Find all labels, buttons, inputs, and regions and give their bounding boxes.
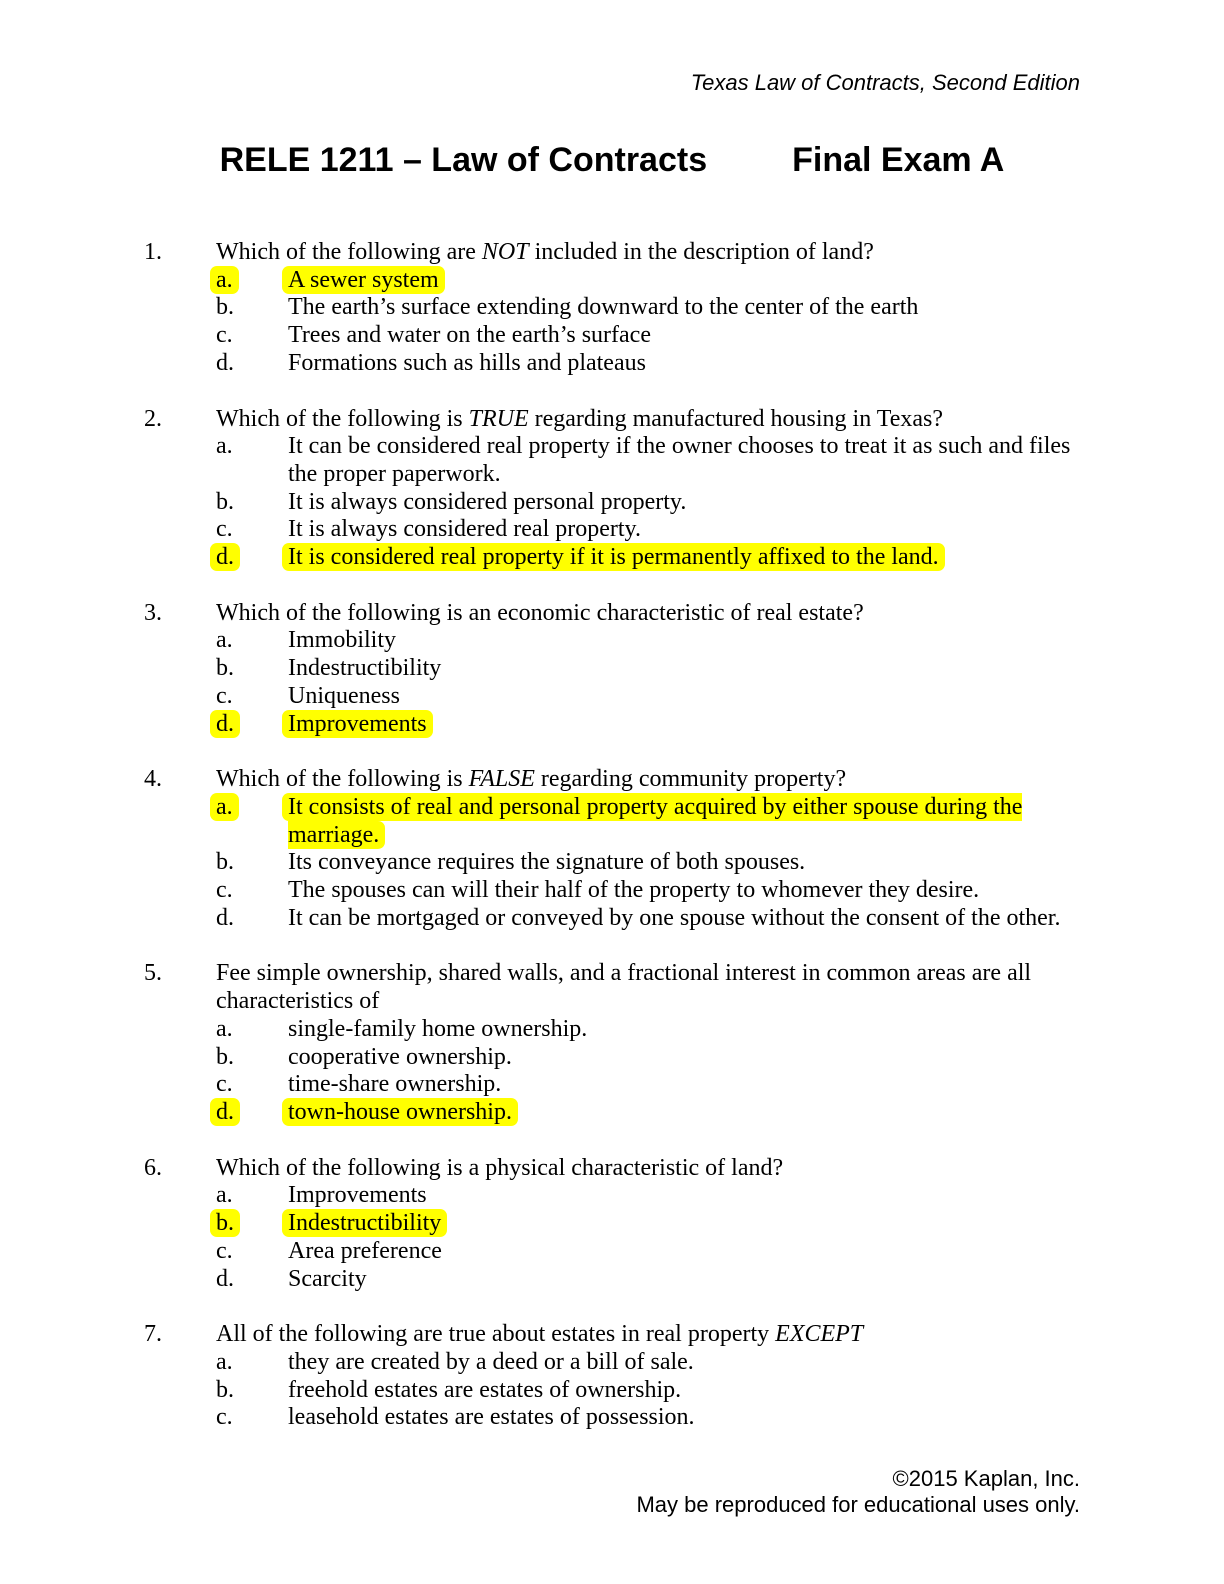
option-text bbox=[288, 1404, 1080, 1432]
option-row bbox=[144, 1404, 1080, 1432]
question-number: 5. bbox=[144, 960, 162, 987]
option-text-content: freehold estates are estates of ownership. bbox=[288, 1376, 682, 1403]
question-stem bbox=[216, 766, 1080, 794]
option-letter bbox=[216, 1349, 288, 1377]
option-text-content: single-family home ownership. bbox=[288, 1015, 588, 1042]
question-number: 2. bbox=[144, 405, 162, 432]
question-number: 4. bbox=[144, 766, 162, 793]
stem-emphasis: TRUE bbox=[468, 405, 529, 432]
option-row bbox=[144, 1238, 1080, 1266]
option-letter bbox=[216, 1016, 288, 1044]
option-row bbox=[144, 877, 1080, 905]
page-title bbox=[144, 141, 1080, 179]
option-text bbox=[288, 683, 1080, 711]
option-letter-text: d. bbox=[210, 543, 240, 571]
option-text-content: It can be considered real property if the owner chooses to treat it as such and files the proper paperwork. bbox=[288, 433, 1071, 487]
stem-emphasis: EXCEPT bbox=[775, 1321, 864, 1348]
option-row bbox=[144, 905, 1080, 933]
option-letter-text: c. bbox=[216, 322, 233, 349]
question-row bbox=[144, 766, 1080, 794]
option-text bbox=[288, 711, 1080, 739]
option-text bbox=[288, 1238, 1080, 1266]
option-letter-text: c. bbox=[216, 1404, 233, 1431]
option-text-content: It is always considered real property. bbox=[288, 516, 641, 543]
copyright-text: ©2015 Kaplan, Inc. bbox=[892, 1466, 1080, 1491]
option-text bbox=[288, 544, 1080, 572]
question-row bbox=[144, 600, 1080, 628]
option-row bbox=[144, 1182, 1080, 1210]
option-row bbox=[144, 655, 1080, 683]
question-number: 7. bbox=[144, 1321, 162, 1348]
page-header bbox=[144, 70, 1080, 95]
option-row bbox=[144, 627, 1080, 655]
option-text-content: Immobility bbox=[288, 627, 396, 654]
option-text-content: leasehold estates are estates of possession. bbox=[288, 1404, 695, 1431]
option-row bbox=[144, 350, 1080, 378]
option-text-content: Area preference bbox=[288, 1237, 442, 1264]
option-text-content: Improvements bbox=[282, 710, 433, 738]
option-text bbox=[288, 489, 1080, 517]
option-text-content: The spouses can will their half of the property to whomever they desire. bbox=[288, 877, 980, 904]
question-stem bbox=[216, 1155, 1080, 1183]
option-letter-text: b. bbox=[216, 1376, 234, 1403]
question-stem bbox=[216, 600, 1080, 628]
question-stem bbox=[216, 960, 1080, 1015]
question bbox=[144, 1155, 1080, 1294]
stem-emphasis: NOT bbox=[481, 239, 529, 265]
option-letter bbox=[216, 1099, 288, 1127]
option-text bbox=[288, 849, 1080, 877]
option-text bbox=[288, 1266, 1080, 1294]
option-letter-text: b. bbox=[216, 294, 234, 321]
option-letter bbox=[216, 849, 288, 877]
stem-text: included in the description of land? bbox=[528, 239, 874, 265]
option-row bbox=[144, 1377, 1080, 1405]
option-letter bbox=[216, 655, 288, 683]
page-footer bbox=[144, 1466, 1080, 1518]
option-letter-text: a. bbox=[216, 627, 233, 654]
option-letter-text: c. bbox=[216, 516, 233, 543]
option-row bbox=[144, 489, 1080, 517]
option-text-content: time-share ownership. bbox=[288, 1071, 502, 1098]
option-letter-text: b. bbox=[216, 655, 234, 682]
option-letter bbox=[216, 322, 288, 350]
option-letter-text: c. bbox=[216, 1237, 233, 1264]
exam-body bbox=[144, 239, 1080, 1460]
question bbox=[144, 406, 1080, 572]
option-text-content: Trees and water on the earth’s surface bbox=[288, 322, 651, 349]
option-letter bbox=[216, 267, 288, 295]
question-row bbox=[144, 1321, 1080, 1349]
option-text-content: The earth’s surface extending downward to the center of the earth bbox=[288, 294, 919, 321]
option-letter bbox=[216, 683, 288, 711]
question-stem bbox=[216, 239, 1080, 267]
option-letter bbox=[216, 1238, 288, 1266]
stem-text: Which of the following is bbox=[216, 405, 469, 432]
option-text-content: It is considered real property if it is permanently affixed to the land. bbox=[282, 543, 945, 571]
option-letter bbox=[216, 1377, 288, 1405]
option-letter bbox=[216, 489, 288, 517]
option-text-content: Improvements bbox=[288, 1182, 427, 1209]
option-text bbox=[288, 1044, 1080, 1072]
option-letter bbox=[216, 711, 288, 739]
question-row bbox=[144, 406, 1080, 434]
option-letter bbox=[216, 794, 288, 849]
option-letter bbox=[216, 544, 288, 572]
option-letter-text: b. bbox=[216, 849, 234, 876]
option-row bbox=[144, 322, 1080, 350]
option-letter-text: a. bbox=[210, 266, 239, 294]
option-letter-text: b. bbox=[210, 1209, 240, 1237]
question-stem bbox=[216, 1321, 1080, 1349]
option-text bbox=[288, 516, 1080, 544]
option-letter bbox=[216, 350, 288, 378]
option-letter-text: d. bbox=[216, 904, 234, 931]
option-text bbox=[288, 267, 1080, 295]
option-letter bbox=[216, 433, 288, 488]
option-text-content: Its conveyance requires the signature of both spouses. bbox=[288, 849, 806, 876]
option-letter-text: c. bbox=[216, 682, 233, 709]
option-text bbox=[288, 794, 1080, 849]
option-letter bbox=[216, 1210, 288, 1238]
reproduction-note: May be reproduced for educational uses only. bbox=[636, 1492, 1080, 1517]
option-letter bbox=[216, 877, 288, 905]
option-text-content: It consists of real and personal property acquired by either spouse during the marriage. bbox=[282, 793, 1022, 849]
option-text bbox=[288, 1349, 1080, 1377]
option-text-content: Uniqueness bbox=[288, 682, 400, 709]
option-letter bbox=[216, 1182, 288, 1210]
option-letter bbox=[216, 1404, 288, 1432]
option-row bbox=[144, 1071, 1080, 1099]
question-stem bbox=[216, 406, 1080, 434]
option-text bbox=[288, 1377, 1080, 1405]
option-text bbox=[288, 1071, 1080, 1099]
option-text bbox=[288, 905, 1080, 933]
option-letter-text: a. bbox=[216, 1015, 233, 1042]
stem-text: Fee simple ownership, shared walls, and a fractional interest in common areas are all characteristics of bbox=[216, 960, 1032, 1015]
option-letter bbox=[216, 1266, 288, 1294]
option-letter bbox=[216, 627, 288, 655]
question bbox=[144, 239, 1080, 378]
option-letter-text: b. bbox=[216, 488, 234, 515]
option-letter bbox=[216, 1044, 288, 1072]
option-text bbox=[288, 350, 1080, 378]
stem-text: Which of the following is an economic characteristic of real estate? bbox=[216, 599, 864, 626]
option-row bbox=[144, 1349, 1080, 1377]
option-letter bbox=[216, 905, 288, 933]
stem-text: Which of the following is a physical characteristic of land? bbox=[216, 1154, 784, 1181]
option-text-content: cooperative ownership. bbox=[288, 1043, 512, 1070]
option-letter-text: a. bbox=[216, 1182, 233, 1209]
option-text bbox=[288, 1182, 1080, 1210]
option-row bbox=[144, 1266, 1080, 1294]
option-letter-text: c. bbox=[216, 1071, 233, 1098]
question bbox=[144, 960, 1080, 1126]
option-text bbox=[288, 1016, 1080, 1044]
question-number: 3. bbox=[144, 599, 162, 626]
option-text-content: It is always considered personal property. bbox=[288, 488, 687, 515]
question-row bbox=[144, 1155, 1080, 1183]
option-text-content: Indestructibility bbox=[288, 655, 442, 682]
option-text bbox=[288, 1210, 1080, 1238]
option-text bbox=[288, 655, 1080, 683]
option-letter bbox=[216, 1071, 288, 1099]
option-text-content: It can be mortgaged or conveyed by one spouse without the consent of the other. bbox=[288, 904, 1061, 931]
option-letter-text: a. bbox=[216, 433, 233, 460]
option-row bbox=[144, 1016, 1080, 1044]
option-row bbox=[144, 683, 1080, 711]
option-letter-text: d. bbox=[210, 710, 240, 738]
option-text bbox=[288, 1099, 1080, 1127]
option-row bbox=[144, 294, 1080, 322]
stem-text: regarding community property? bbox=[534, 766, 847, 793]
option-row bbox=[144, 433, 1080, 488]
option-text-content: town-house ownership. bbox=[282, 1098, 518, 1126]
option-row bbox=[144, 267, 1080, 295]
option-text-content: A sewer system bbox=[282, 266, 445, 294]
option-row bbox=[144, 1044, 1080, 1072]
option-text bbox=[288, 294, 1080, 322]
option-text-content: Scarcity bbox=[288, 1265, 367, 1292]
option-letter-text: d. bbox=[216, 1265, 234, 1292]
question bbox=[144, 600, 1080, 739]
question-number: 6. bbox=[144, 1154, 162, 1181]
option-text bbox=[288, 433, 1080, 488]
edition-text: Texas Law of Contracts, Second Edition bbox=[690, 70, 1080, 95]
stem-text: Which of the following are bbox=[216, 239, 482, 265]
stem-text: regarding manufactured housing in Texas? bbox=[528, 405, 944, 432]
course-title: RELE 1211 – Law of Contracts bbox=[219, 141, 708, 179]
option-row bbox=[144, 1210, 1080, 1238]
option-letter-text: c. bbox=[216, 877, 233, 904]
question bbox=[144, 1321, 1080, 1432]
option-text bbox=[288, 627, 1080, 655]
exam-name: Final Exam A bbox=[792, 141, 1005, 179]
option-text-content: Indestructibility bbox=[282, 1209, 447, 1237]
question bbox=[144, 766, 1080, 932]
option-row bbox=[144, 794, 1080, 849]
stem-emphasis: FALSE bbox=[468, 766, 535, 793]
question-number: 1. bbox=[144, 239, 162, 265]
option-letter bbox=[216, 516, 288, 544]
option-letter-text: a. bbox=[210, 793, 239, 821]
option-row bbox=[144, 516, 1080, 544]
question-row bbox=[144, 960, 1080, 1015]
stem-text: Which of the following is bbox=[216, 766, 469, 793]
option-text bbox=[288, 322, 1080, 350]
option-letter-text: b. bbox=[216, 1043, 234, 1070]
option-letter-text: d. bbox=[210, 1098, 240, 1126]
option-row bbox=[144, 711, 1080, 739]
option-text bbox=[288, 877, 1080, 905]
option-letter bbox=[216, 294, 288, 322]
option-row bbox=[144, 544, 1080, 572]
option-row bbox=[144, 1099, 1080, 1127]
option-text-content: they are created by a deed or a bill of sale. bbox=[288, 1348, 694, 1375]
stem-text: All of the following are true about estates in real property bbox=[216, 1321, 776, 1348]
option-letter-text: d. bbox=[216, 349, 234, 376]
option-letter-text: a. bbox=[216, 1348, 233, 1375]
option-text-content: Formations such as hills and plateaus bbox=[288, 349, 646, 376]
option-row bbox=[144, 849, 1080, 877]
question-row bbox=[144, 239, 1080, 267]
